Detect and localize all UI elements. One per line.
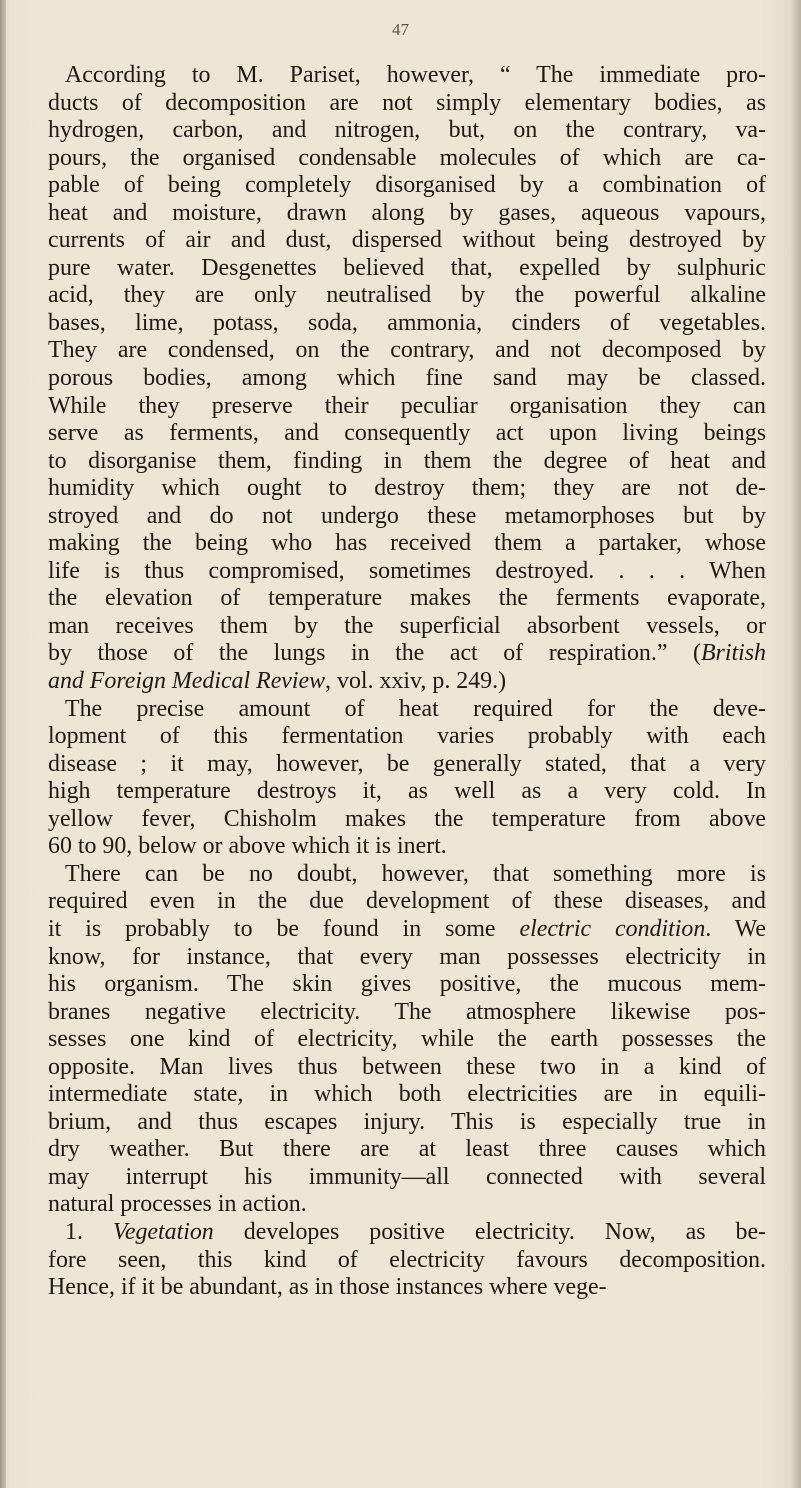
text-line: disease ; it may, however, be generally stated, that a very [48,750,766,777]
text-line: life is thus compromised, sometimes destroyed. . . . When [48,557,766,584]
text-line: intermediate state, in which both electricities are in equili- [48,1081,766,1108]
text-line: porous bodies, among which fine sand may be classed. [48,365,766,392]
text-line: opposite. Man lives thus between these two in a kind of [48,1053,766,1080]
text-line: ducts of decomposition are not simply elementary bodies, as [48,89,766,116]
text-line: natural processes in action. [48,1191,307,1218]
text-line: by those of the lungs in the act of respiration.” (British [48,640,766,667]
text-line: the elevation of temperature makes the ferments evaporate, [48,585,766,612]
text-line: brium, and thus escapes injury. This is especially true in [48,1108,766,1135]
text-line: his organism. The skin gives positive, the mucous mem- [48,971,766,998]
italic-text: and Foreign Medical Review [48,668,326,695]
body-text [48,62,766,1302]
text-line: acid, they are only neutralised by the powerful alkaline [48,282,766,309]
text-line: serve as ferments, and consequently act upon living beings [48,420,766,447]
page-number: 47 [392,20,409,39]
italic-text: electric condition [519,915,706,942]
text-line: making the being who has received them a partaker, whose [48,530,766,557]
text-line: dry weather. But there are at least three causes which [48,1136,766,1163]
text-line: branes negative electricity. The atmosphere likewise pos- [48,998,766,1025]
text-line: There can be no doubt, however, that something more is [65,860,766,887]
text-line: heat and moisture, drawn along by gases, aqueous vapours, [48,199,766,226]
text-line: may interrupt his immunity—all connected with several [48,1163,766,1190]
text-line: pours, the organised condensable molecules of which are ca- [48,144,766,171]
text-line: yellow fever, Chisholm makes the temperature from above [48,805,766,832]
text-line: hydrogen, carbon, and nitrogen, but, on the contrary, va- [48,117,766,144]
text-line: bases, lime, potass, soda, ammonia, cinders of vegetables. [48,309,766,336]
page-edge [791,0,801,1488]
text-line: lopment of this fermentation varies probably with each [48,723,766,750]
text-line: sesses one kind of electricity, while the earth possesses the [48,1026,766,1053]
text-line: 60 to 90, below or above which it is inert. [48,833,447,860]
text-line: to disorganise them, finding in them the degree of heat and [48,447,766,474]
italic-text: Vegetation [112,1218,214,1245]
binding-edge [0,0,6,1488]
text-line: While they preserve their peculiar organisation they can [48,392,766,419]
text-line: pure water. Desgenettes believed that, expelled by sulphuric [48,254,766,281]
text-line: The precise amount of heat required for the deve- [65,695,766,722]
text-line: stroyed and do not undergo these metamorphoses but by [48,502,766,529]
text-line: know, for instance, that every man possesses electricity in [48,943,766,970]
text-line: humidity which ought to destroy them; they are not de- [48,475,766,502]
text-line: According to M. Pariset, however, “ The immediate pro- [65,62,766,88]
italic-text: British [700,640,766,667]
text-line: required even in the due development of these diseases, and [48,888,766,915]
text-line: high temperature destroys it, as well as a very cold. In [48,778,766,805]
text-line: fore seen, this kind of electricity favours decomposition. [48,1246,766,1273]
text-line: 1. Vegetation developes positive electricity. Now, as be- [65,1218,767,1245]
text-line: currents of air and dust, dispersed without being destroyed by [48,227,766,254]
text-line: Hence, if it be abundant, as in those instances where vege- [48,1274,607,1301]
text-line: pable of being completely disorganised by a combination of [48,172,766,199]
text-line: it is probably to be found in some electric condition. We [48,915,767,942]
text-line: They are condensed, on the contrary, and not decomposed by [48,337,766,364]
text-line: and Foreign Medical Review, vol. xxiv, p. 249.) [48,668,507,695]
text-line: man receives them by the superficial absorbent vessels, or [48,612,766,639]
